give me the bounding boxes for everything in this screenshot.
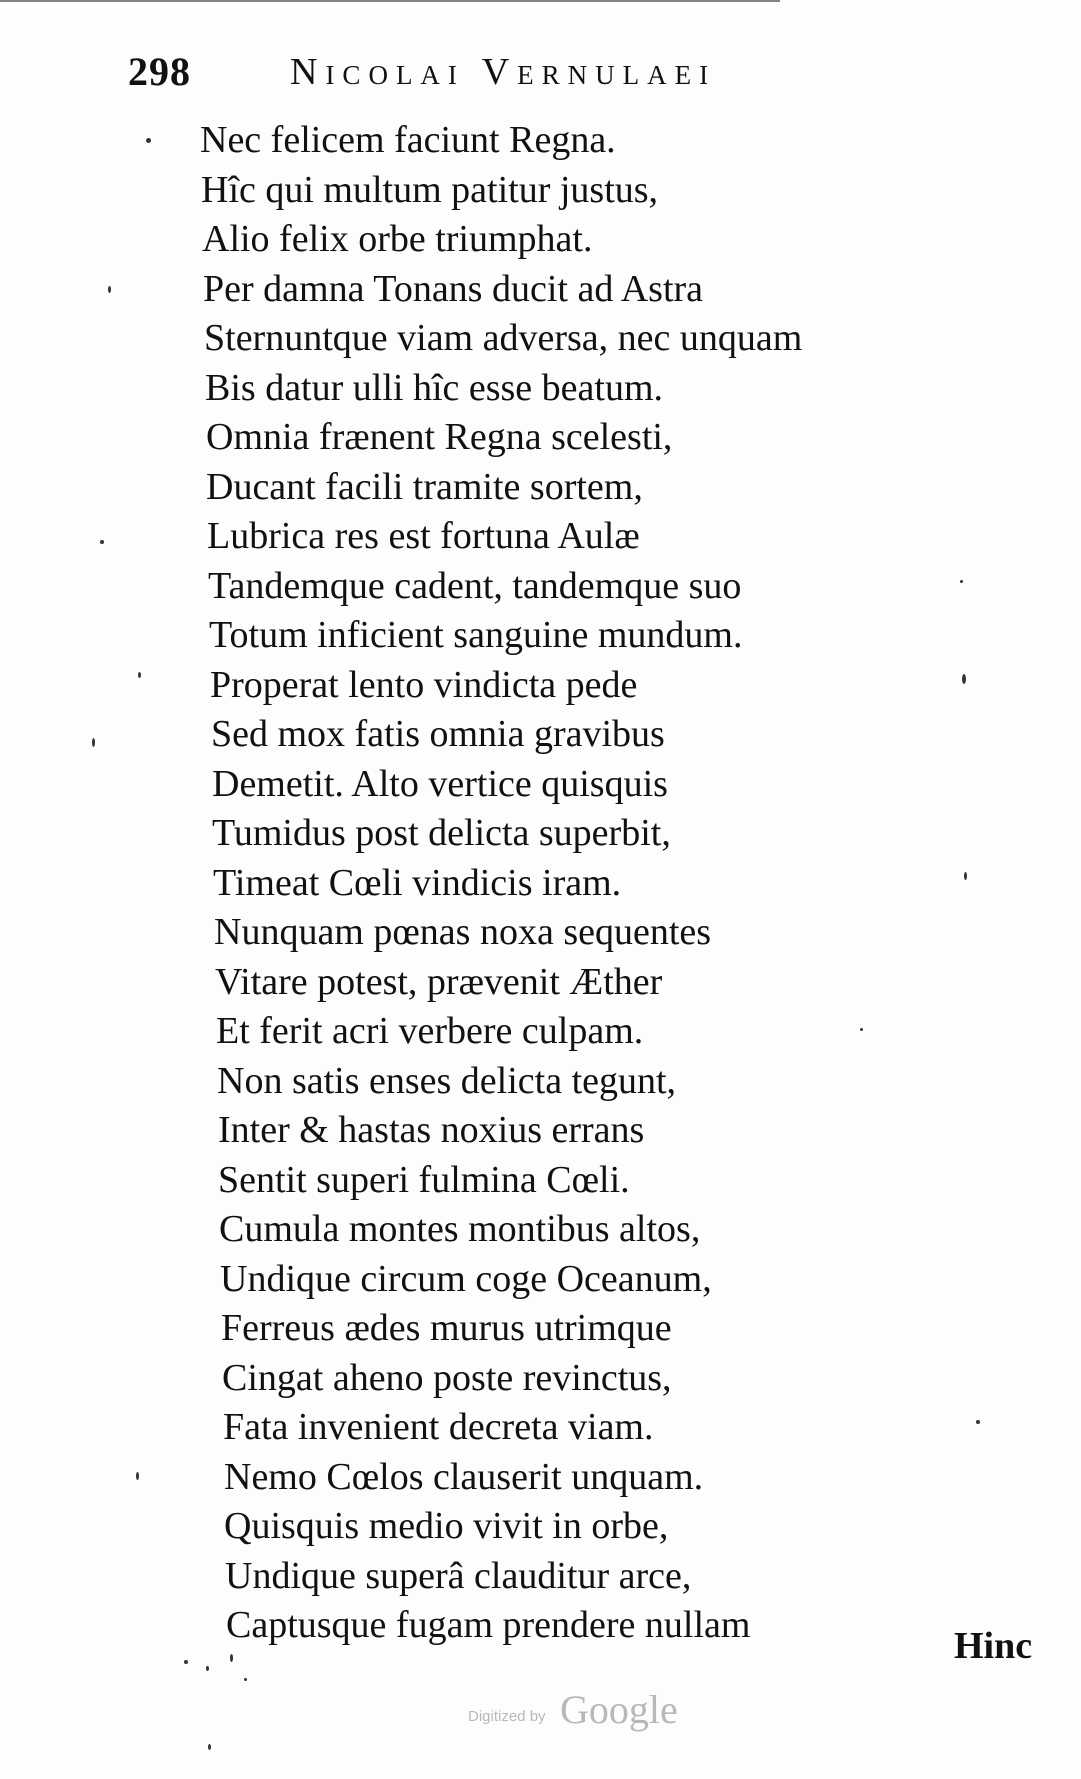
ink-speck bbox=[184, 1660, 188, 1664]
page-header bbox=[128, 48, 888, 98]
ink-speck bbox=[100, 540, 104, 544]
ink-speck bbox=[92, 738, 95, 747]
verse-line: Tumidus post delicta superbit, bbox=[212, 812, 671, 854]
ink-speck bbox=[208, 1744, 211, 1750]
page-top-edge bbox=[0, 0, 780, 8]
verse-line: Per damna Tonans ducit ad Astra bbox=[203, 267, 704, 310]
verse-line: Inter & hastas noxius errans bbox=[218, 1109, 645, 1151]
verse-line: Vitare potest, prævenit Æther bbox=[215, 960, 663, 1003]
verse-line: Tandemque cadent, tandemque suo bbox=[208, 564, 742, 607]
verse-line: Nemo Cœlos clauserit unquam. bbox=[224, 1455, 704, 1498]
verse-line: Undique superâ clauditur arce, bbox=[225, 1554, 692, 1597]
verse-line: Demetit. Alto vertice quisquis bbox=[212, 762, 668, 805]
verse-line: Cumula montes montibus altos, bbox=[219, 1208, 701, 1250]
verse-line: Captusque fugam prendere nullam bbox=[226, 1604, 751, 1646]
verse-line: Sternuntque viam adversa, nec unquam bbox=[204, 317, 803, 359]
verse-line: Cingat aheno poste revinctus, bbox=[222, 1356, 672, 1399]
verse-line: Ducant facili tramite sortem, bbox=[206, 465, 643, 508]
verse-line: Fata invenient decreta viam. bbox=[223, 1406, 654, 1448]
ink-speck bbox=[860, 1028, 863, 1031]
verse-line: Et ferit acri verbere culpam. bbox=[216, 1010, 644, 1052]
page-number: 298 bbox=[128, 49, 191, 94]
watermark-prefix: Digitized by bbox=[468, 1708, 546, 1725]
ink-speck bbox=[962, 674, 966, 684]
watermark-brand: Google bbox=[560, 1687, 678, 1732]
catchword: Hinc bbox=[954, 1625, 1033, 1667]
verse-block bbox=[200, 116, 980, 1651]
verse-line: Alio felix orbe triumphat. bbox=[202, 218, 593, 260]
verse-line: Undique circum coge Oceanum, bbox=[220, 1257, 712, 1300]
verse-line: Timeat Cœli vindicis iram. bbox=[213, 861, 622, 904]
verse-line: Omnia frænent Regna scelesti, bbox=[206, 416, 673, 458]
verse-line: Quisquis medio vivit in orbe, bbox=[224, 1505, 669, 1547]
verse-line: Nunquam pœnas noxa sequentes bbox=[214, 911, 712, 953]
ink-speck bbox=[230, 1654, 233, 1662]
ink-speck bbox=[108, 286, 111, 293]
verse-line: Bis datur ulli hîc esse beatum. bbox=[205, 366, 664, 409]
verse-line: Lubrica res est fortuna Aulæ bbox=[207, 515, 640, 557]
verse-line: Hîc qui multum patitur justus, bbox=[201, 168, 659, 211]
ink-speck bbox=[960, 580, 963, 583]
verse-line: Sentit superi fulmina Cœli. bbox=[218, 1158, 630, 1201]
ink-speck bbox=[244, 1678, 247, 1681]
digitization-watermark bbox=[468, 1686, 698, 1736]
running-head: Nicolai Vernulaei bbox=[290, 51, 717, 93]
verse-line: Ferreus ædes murus utrimque bbox=[221, 1307, 672, 1349]
verse-line: Properat lento vindicta pede bbox=[210, 663, 638, 706]
ink-speck bbox=[206, 1666, 209, 1671]
ink-speck bbox=[136, 1472, 139, 1480]
ink-speck bbox=[138, 672, 141, 678]
verse-line: Sed mox fatis omnia gravibus bbox=[211, 713, 665, 755]
ink-speck bbox=[146, 138, 151, 143]
verse-line: Non satis enses delicta tegunt, bbox=[217, 1059, 677, 1102]
verse-line: Nec felicem faciunt Regna. bbox=[200, 119, 616, 161]
ink-speck bbox=[964, 872, 967, 880]
ink-speck bbox=[976, 1420, 980, 1424]
verse-line: Totum inficient sanguine mundum. bbox=[209, 614, 743, 656]
